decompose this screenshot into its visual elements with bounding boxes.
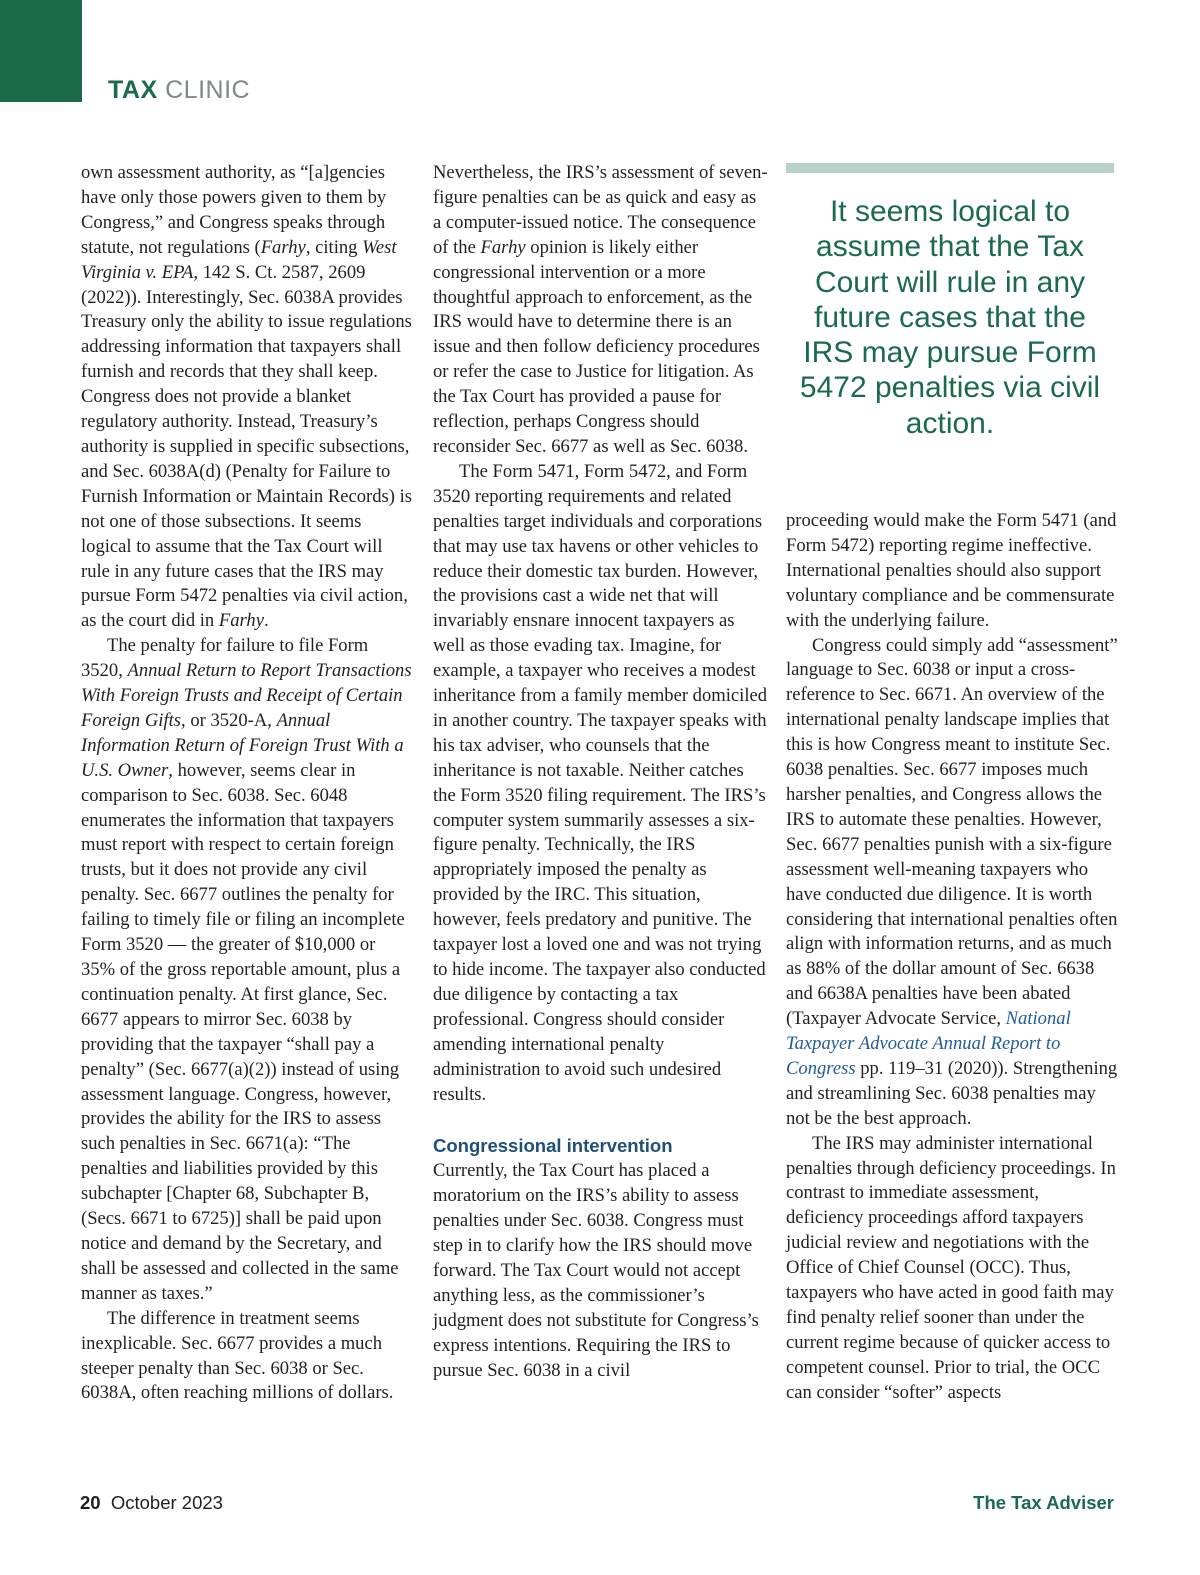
subheading: Congressional intervention xyxy=(433,1135,673,1157)
section-heading-strong: TAX xyxy=(108,76,158,104)
paragraph: The Form 5471, Form 5472, and Form 3520 reporting requirements and related penalties target individuals and corporations that may use tax havens or other vehicles to reduce their domestic tax burden. However, the provisions cast a wide net that will invariably ensnare innocent taxpayers as well as those evading tax. Imagine, for example, a taxpayer who receives a modest inheritance from a family member domiciled in another country. The taxpayer speaks with his tax adviser, who counsels that the inheritance is not taxable. Neither catches the Form 3520 filing requirement. The IRS’s computer system summarily assesses a six-figure penalty. Technically, the IRS appropriately imposed the penalty as provided by the IRC. This situation, however, feels predatory and punitive. The taxpayer lost a loved one and was not trying to hide income. The taxpayer also conducted due diligence by contacting a tax professional. Congress should consider amending international penalty administration to avoid such undesired results. xyxy=(433,460,768,1105)
text-run: Congress could simply add “assessment” language to Sec. 6038 or input a cross-reference to Sec. 6671. An overview of the international penalty landscape implies that this is how Congress meant to institute Sec. 6038 penalties. Sec. 6677 imposes much harsher penalties, and Congress allows the IRS to automate these penalties. However, Sec. 6677 penalties punish with a six-figure assessment well-meaning taxpayers who have conducted due diligence. It is worth considering that international penalties often align with information returns, and as much as 88% of the dollar amount of Sec. 6638 and 6638A penalties have been abated (Taxpayer Advocate Service, xyxy=(786,634,1118,1030)
text-run: , 142 S. Ct. 2587, 2609 (2022)). Interestingly, Sec. 6038A provides Treasury only the ability to issue regulations addressing information that taxpayers shall furnish and records that they shall keep. Congress does not provide a blanket regulatory authority. Instead, Treasury’s authority is supplied in specific subsections, and Sec. 6038A(d) (Penalty for Failure to Furnish Information or Maintain Records) is not one of those subsections. It seems logical to assume that the Tax Court will rule in any future cases that the IRS may pursue Form 5472 penalties via civil action, as the court did in xyxy=(81,261,413,632)
form-title: Annual Information Return of Foreign Trust With a U.S. Owner xyxy=(81,709,404,781)
text-run: Nevertheless, the IRS’s assessment of seven-figure penalties can be as quick and easy as a computer-issued notice. The consequence of the xyxy=(433,162,768,258)
paragraph xyxy=(433,161,769,460)
column-2 xyxy=(433,161,769,1384)
footer-page-info xyxy=(80,1492,223,1514)
page-number: 20 xyxy=(80,1492,101,1513)
paragraph xyxy=(81,161,413,634)
header-color-block xyxy=(0,0,82,102)
text-run: own assessment authority, as “[a]gencies have only those powers given to them by Congress,” and Congress speaks through statute, not regulations ( xyxy=(81,162,387,258)
section-heading-light: CLINIC xyxy=(165,76,251,104)
text-run: . xyxy=(263,610,269,632)
text-run: The penalty for failure to file Form 3520, xyxy=(81,635,369,682)
paragraph: Currently, the Tax Court has placed a moratorium on the IRS’s ability to assess penalties under Sec. 6038. Congress must step in to clarify how the IRS should move forward. The Tax Court would not accept anything less, as the commissioner’s judgment does not substitute for Congress’s express intentions. Requiring the IRS to pursue Sec. 6038 in a civil xyxy=(433,1160,759,1381)
text-run: opinion is likely either congressional intervention or a more thoughtful approach to enforcement, as the IRS would have to determine there is an issue and then follow deficiency procedures or refer the case to Justice for litigation. As the Tax Court has provided a pause for reflection, perhaps Congress should reconsider Sec. 6677 as well as Sec. 6038. xyxy=(433,236,760,457)
form-title: Annual Return to Report Transactions With Foreign Trusts and Receipt of Certain Foreign Gifts xyxy=(81,660,412,731)
text-run: , or 3520-A, xyxy=(181,709,277,731)
publication-name: The Tax Adviser xyxy=(973,1492,1114,1513)
case-name: Farhy xyxy=(260,236,306,258)
paragraph xyxy=(81,634,413,1306)
paragraph: The IRS may administer international penalties through deficiency proceedings. In contrast to immediate assessment, deficiency proceedings afford taxpayers judicial review and negotiations with the Office of Chief Counsel (OCC). Thus, taxpayers who have acted in good faith may find penalty relief sooner than under the current regime because of quicker access to competent counsel. Prior to trial, the OCC can consider “softer” aspects xyxy=(786,1132,1116,1403)
case-name: Farhy xyxy=(218,610,264,632)
column-1 xyxy=(81,161,413,1406)
pull-quote: It seems logical to assume that the Tax Court will rule in any future cases that the IRS may pursue Form 5472 penalties via civil action. xyxy=(799,195,1101,440)
issue-date: October 2023 xyxy=(110,1492,223,1513)
text-run: , citing xyxy=(305,236,363,258)
paragraph: The difference in treatment seems inexplicable. Sec. 6677 provides a much steeper penalty than Sec. 6038 or Sec. 6038A, often reaching millions of dollars. xyxy=(81,1307,394,1404)
report-link[interactable]: National Taxpayer Advocate Annual Report to Congress xyxy=(786,1008,1071,1079)
column-3 xyxy=(786,509,1120,1406)
paragraph: proceeding would make the Form 5471 (and Form 5472) reporting regime ineffective. International penalties should also support voluntary compliance and be commensurate with the underlying failure. xyxy=(786,510,1117,631)
text-run: pp. 119–31 (2020)). Strengthening and streamlining Sec. 6038 penalties may not be the best approach. xyxy=(786,1057,1118,1129)
case-name: West Virginia v. EPA xyxy=(81,236,397,283)
paragraph xyxy=(786,634,1120,1132)
text-run: , however, seems clear in comparison to Sec. 6038. Sec. 6048 enumerates the information that taxpayers must report with respect to certain foreign trusts, but it does not provide any civil penalty. Sec. 6677 outlines the penalty for failing to timely file or filing an incomplete Form 3520 — the greater of $10,000 or 35% of the gross reportable amount, plus a continuation penalty. At first glance, Sec. 6677 appears to mirror Sec. 6038 by providing that the taxpayer “shall pay a penalty” (Sec. 6677(a)(2)) instead of using assessment language. Congress, however, provides the ability for the IRS to assess such penalties in Sec. 6671(a): “The penalties and liabilities provided by this subchapter [Chapter 68, Subchapter B, (Secs. 6671 to 6725)] shall be paid upon notice and demand by the Secretary, and shall be assessed and collected in the same manner as taxes.” xyxy=(81,759,405,1304)
pull-quote-bar xyxy=(786,163,1114,173)
section-heading xyxy=(108,76,250,105)
case-name: Farhy xyxy=(480,236,526,258)
